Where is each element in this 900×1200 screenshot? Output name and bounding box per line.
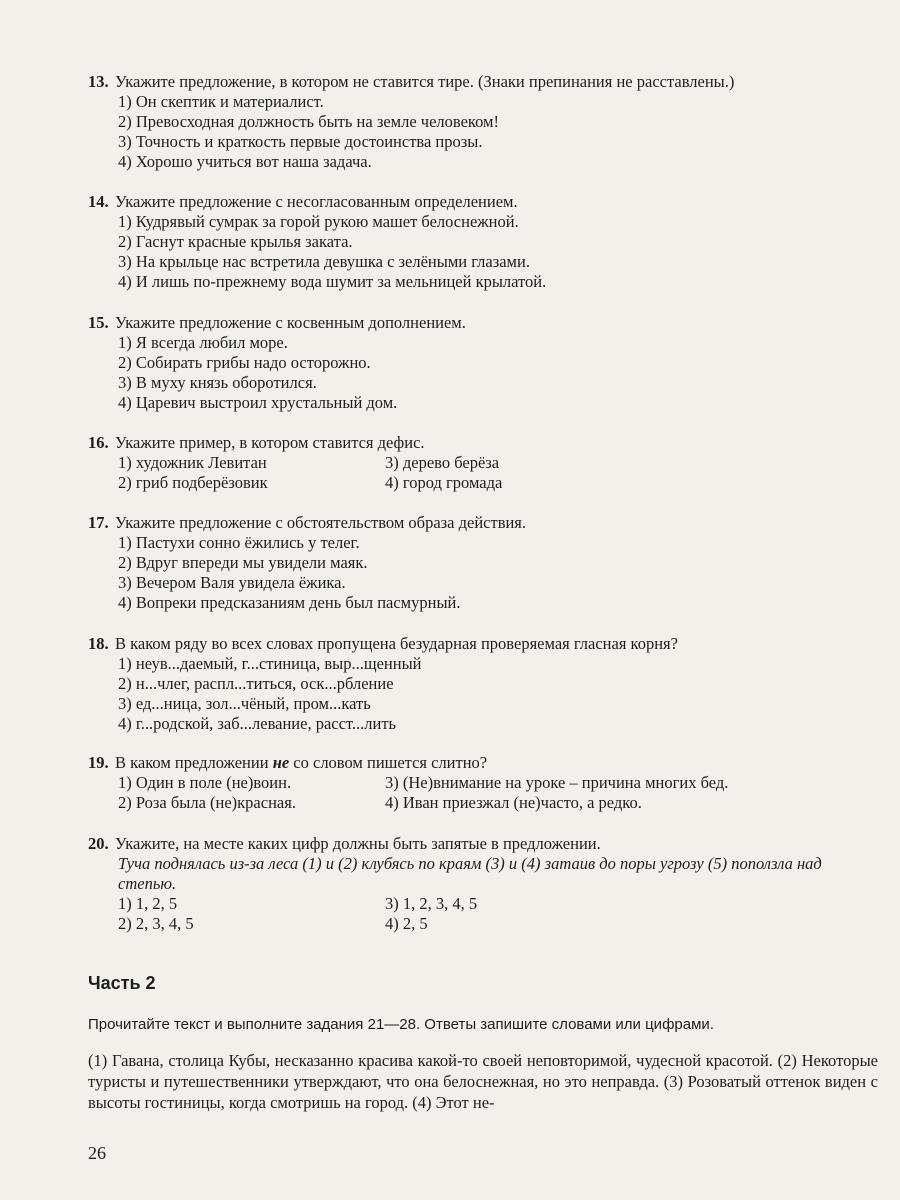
answer-option: 3) (Не)внимание на уроке – причина многих бед.	[385, 773, 729, 792]
answer-option: 2) Гаснут красные крылья заката.	[118, 232, 353, 251]
answer-option: 3) дерево берёза	[385, 453, 500, 472]
answer-option: 2) гриб подберёзовик	[118, 473, 268, 492]
question-number: 13.	[88, 72, 109, 91]
answer-option: 1) Я всегда любил море.	[118, 333, 288, 352]
answer-option: 1) Он скептик и материалист.	[118, 92, 324, 111]
answer-option: 4) город громада	[385, 473, 503, 492]
question-13	[88, 72, 878, 172]
question-number: 18.	[88, 634, 109, 653]
answer-option: 2) н...члег, распл...титься, оск...рбление	[118, 674, 394, 693]
question-16	[88, 433, 878, 493]
answer-option: 1) художник Левитан	[118, 453, 267, 472]
answer-option: 3) Точность и краткость первые достоинства прозы.	[118, 132, 483, 151]
answer-option: 3) На крыльце нас встретила девушка с зелёными глазами.	[118, 252, 530, 271]
answer-option: 1) Пастухи сонно ёжились у телег.	[118, 533, 360, 552]
question-text: Укажите предложение с косвенным дополнением.	[115, 313, 466, 332]
question-text-tail: со словом пишется слитно?	[289, 753, 488, 772]
answer-option: 4) Вопреки предсказаниям день был пасмурный.	[118, 593, 461, 612]
question-text: В каком предложении	[115, 753, 273, 772]
answer-option: 3) ед...ница, зол...чёный, пром...кать	[118, 694, 371, 713]
question-text: Укажите пример, в котором ставится дефис.	[115, 433, 425, 452]
question-15	[88, 313, 878, 413]
answer-option: 3) В муху князь оборотился.	[118, 373, 317, 392]
answer-option: 1) Один в поле (не)воин.	[118, 773, 292, 792]
question-number: 20.	[88, 834, 109, 853]
question-text: Укажите, на месте каких цифр должны быть запятые в предложении.	[115, 834, 601, 853]
answer-option: 2) Вдруг впереди мы увидели маяк.	[118, 553, 368, 572]
question-20	[88, 834, 878, 934]
answer-option: 2) Превосходная должность быть на земле человеком!	[118, 112, 499, 131]
answer-option: 2) 2, 3, 4, 5	[118, 914, 194, 933]
section-instruction: Прочитайте текст и выполните задания 21—28. Ответы запишите словами или цифрами.	[88, 1016, 714, 1033]
answer-option: 3) Вечером Валя увидела ёжика.	[118, 573, 346, 592]
question-text: Укажите предложение с обстоятельством образа действия.	[115, 513, 527, 532]
reading-passage: (1) Гавана, столица Кубы, несказанно красива какой-то своей неповторимой, чудесной красотой. (2) Некоторые туристы и путешественники утверждают, что она белоснежная, но это неправда. (3) Розоватый оттенок виден с высоты гостиницы, когда смотришь на город. (4) Этот не-	[88, 1051, 878, 1112]
answer-option: 2) Собирать грибы надо осторожно.	[118, 353, 371, 372]
answer-option: 4) 2, 5	[385, 914, 428, 933]
section-title: Часть 2	[88, 973, 156, 993]
answer-option: 4) г...родской, заб...левание, расст...лить	[118, 714, 397, 733]
question-text: В каком ряду во всех словах пропущена безударная проверяемая гласная корня?	[115, 634, 678, 653]
emphasis-particle: не	[272, 753, 290, 772]
answer-option: 3) 1, 2, 3, 4, 5	[385, 894, 478, 913]
question-text: Укажите предложение, в котором не ставится тире. (Знаки препинания не расставлены.)	[115, 72, 735, 91]
question-number: 19.	[88, 753, 109, 772]
question-number: 15.	[88, 313, 109, 332]
answer-option: 1) Кудрявый сумрак за горой рукою машет белоснежной.	[118, 212, 519, 231]
question-number: 16.	[88, 433, 109, 452]
question-18	[88, 634, 878, 734]
answer-option: 1) неув...даемый, г...стиница, выр...щенный	[118, 654, 422, 673]
answer-option: 4) Хорошо учиться вот наша задача.	[118, 152, 372, 171]
page-number: 26	[88, 1143, 106, 1163]
question-text: Укажите предложение с несогласованным определением.	[115, 192, 518, 211]
question-14	[88, 192, 878, 292]
example-sentence: Туча поднялась из-за леса (1) и (2) клубясь по краям (3) и (4) затаив до поры угрозу (5) поползла над степью.	[118, 854, 822, 893]
question-number: 17.	[88, 513, 109, 532]
question-19	[88, 753, 878, 813]
answer-option: 4) Царевич выстроил хрустальный дом.	[118, 393, 398, 412]
answer-option: 4) Иван приезжал (не)часто, а редко.	[385, 793, 642, 812]
question-17	[88, 513, 878, 613]
answer-option: 4) И лишь по-прежнему вода шумит за мельницей крылатой.	[118, 272, 547, 291]
answer-option: 1) 1, 2, 5	[118, 894, 178, 913]
answer-option: 2) Роза была (не)красная.	[118, 793, 296, 812]
question-number: 14.	[88, 192, 109, 211]
